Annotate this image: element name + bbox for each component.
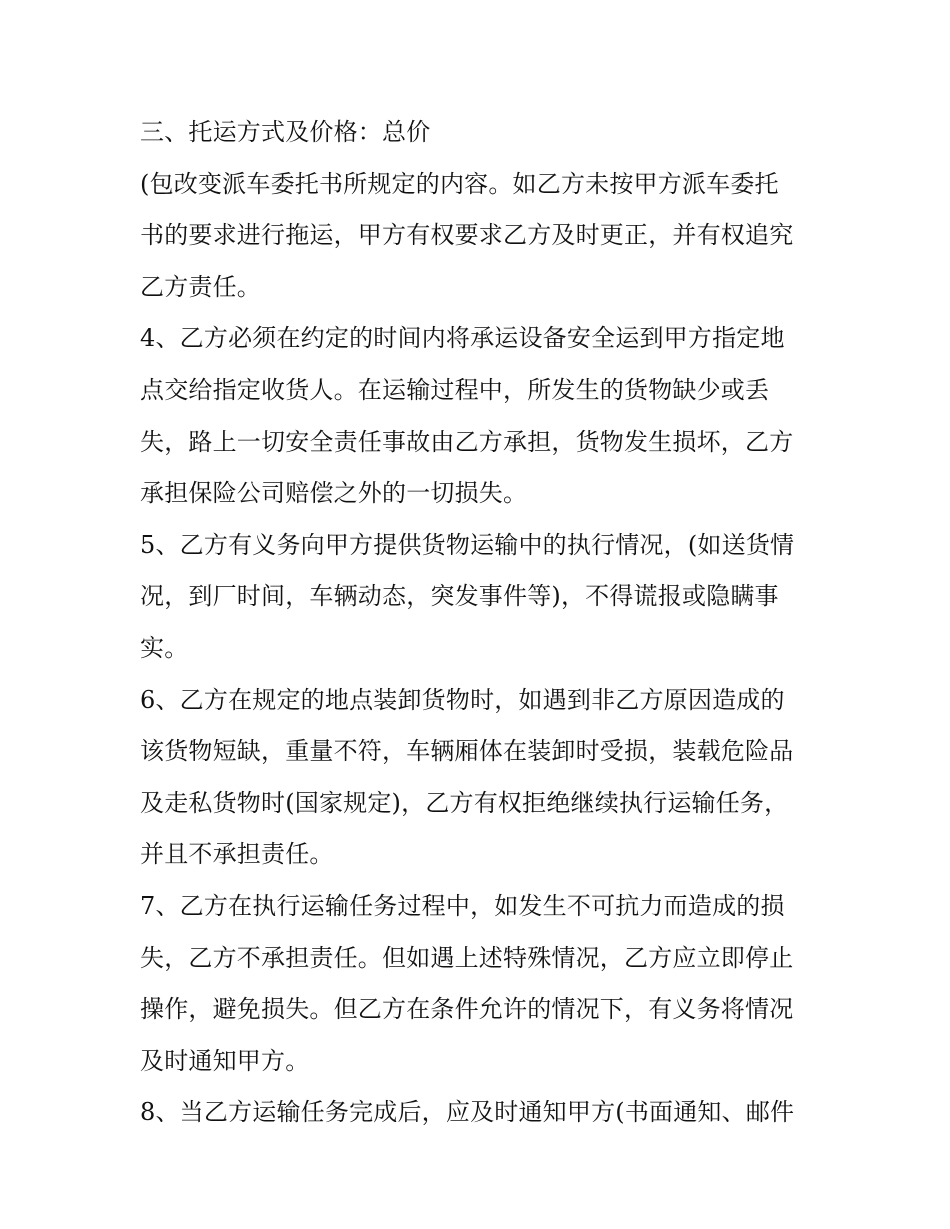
document-body bbox=[140, 107, 820, 1139]
clause-4-line: 点交给指定收货人。在运输过程中，所发生的货物缺少或丢 bbox=[140, 375, 770, 404]
clause-6-line: 6、乙方在规定的地点装卸货物时，如遇到非乙方原因造成的 bbox=[140, 685, 785, 714]
clause-4-line: 失，路上一切安全责任事故由乙方承担，货物发生损坏，乙方 bbox=[140, 427, 794, 456]
clause-6-line: 该货物短缺，重量不符，车辆厢体在装卸时受损，装载危险品 bbox=[140, 737, 794, 766]
section-heading-shipping-method: 三、托运方式及价格：总价 bbox=[140, 118, 431, 146]
clause-7-line: 及时通知甲方。 bbox=[140, 1046, 310, 1075]
clause-6-line: 并且不承担责任。 bbox=[140, 840, 334, 869]
clause-8-line: 8、当乙方运输任务完成后，应及时通知甲方(书面通知、邮件 bbox=[140, 1098, 795, 1127]
clause-5-line: 5、乙方有义务向甲方提供货物运输中的执行情况，(如送货情 bbox=[140, 530, 795, 559]
clause-7-line: 操作，避免损失。但乙方在条件允许的情况下，有义务将情况 bbox=[140, 995, 794, 1024]
paragraph-line: 乙方责任。 bbox=[140, 272, 261, 301]
clause-7-line: 失，乙方不承担责任。但如遇上述特殊情况，乙方应立即停止 bbox=[140, 943, 794, 972]
paragraph-line: 书的要求进行拖运，甲方有权要求乙方及时更正，并有权追究 bbox=[140, 221, 794, 250]
paragraph-line: (包改变派车委托书所规定的内容。如乙方未按甲方派车委托 bbox=[140, 169, 779, 198]
clause-4-line: 4、乙方必须在约定的时间内将承运设备安全运到甲方指定地 bbox=[140, 324, 785, 353]
clause-4-line: 承担保险公司赔偿之外的一切损失。 bbox=[140, 479, 528, 508]
clause-7-line: 7、乙方在执行运输任务过程中，如发生不可抗力而造成的损 bbox=[140, 891, 785, 920]
clause-5-line: 况，到厂时间，车辆动态，突发事件等)，不得谎报或隐瞒事 bbox=[140, 582, 779, 611]
clause-6-line: 及走私货物时(国家规定)，乙方有权拒绝继续执行运输任务， bbox=[140, 788, 789, 817]
clause-5-line: 实。 bbox=[140, 633, 189, 662]
